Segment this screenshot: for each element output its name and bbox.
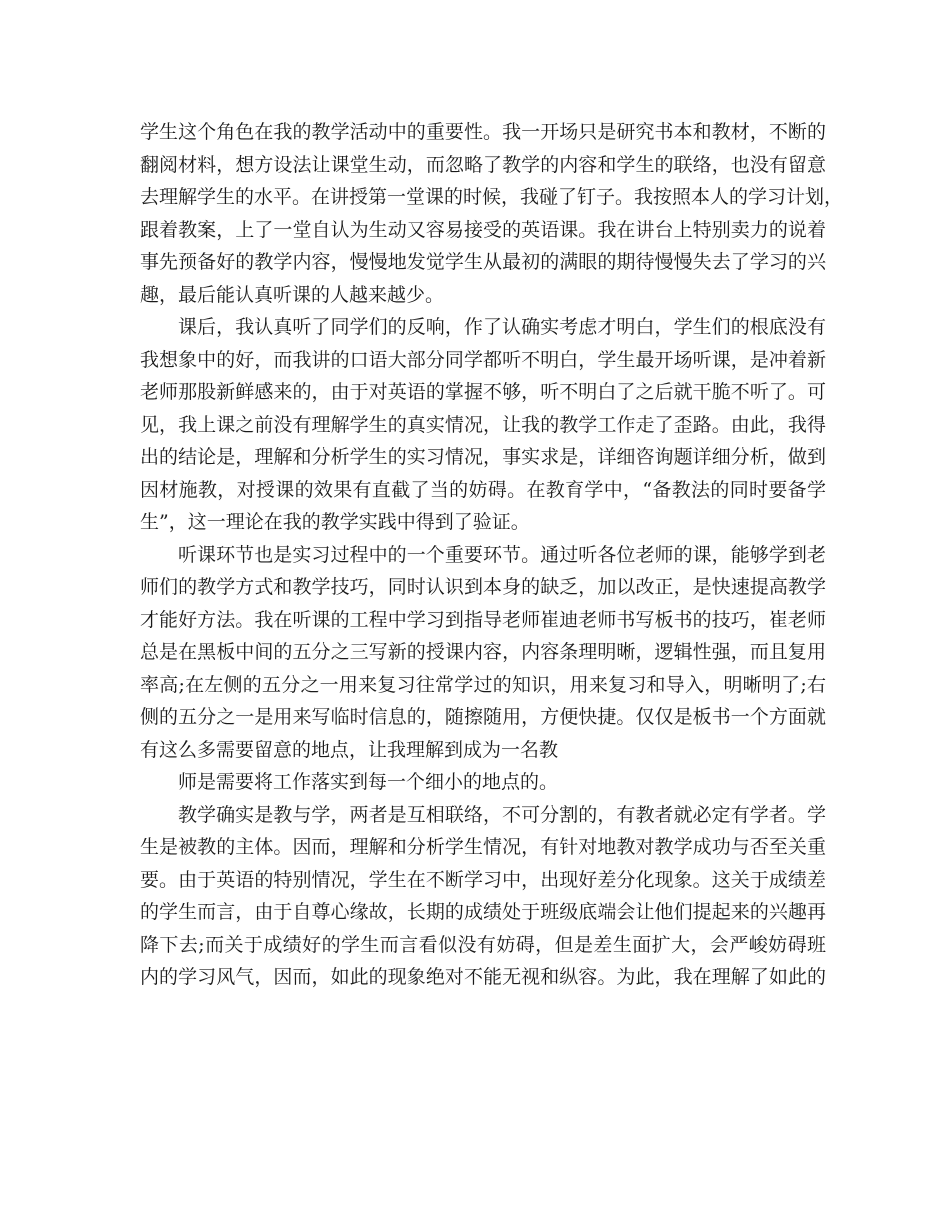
- text-line: 趣，最后能认真听课的人越来越少。: [140, 283, 445, 306]
- body-text: [140, 116, 844, 994]
- text-line: 见，我上课之前没有理解学生的真实情况，让我的教学工作走了歪路。由此，我得: [140, 413, 826, 436]
- paragraph-start-line: 教学确实是教与学，两者是互相联络，不可分割的，有教者就必定有学者。学: [178, 803, 826, 826]
- text-line: 降下去;而关于成绩好的学生而言看似没有妨碍，但是差生面扩大，会严峻妨碍班: [140, 933, 826, 956]
- text-line: 师们的教学方式和教学技巧，同时认识到本身的缺乏，加以改正，是快速提高教学: [140, 576, 826, 598]
- paragraph-start-line: 听课环节也是实习过程中的一个重要环节。通过听各位老师的课，能够学到老: [178, 543, 826, 566]
- text-line: 出的结论是，理解和分析学生的实习情况，事实求是，详细咨询题详细分析，做到: [140, 446, 826, 468]
- text-line: 总是在黑板中间的五分之三写新的授课内容，内容条理明晰，逻辑性强，而且复用: [140, 641, 826, 663]
- text-line: 要。由于英语的特别情况，学生在不断学习中，出现好差分化现象。这关于成绩差: [140, 868, 826, 891]
- text-line: 老师那股新鲜感来的，由于对英语的掌握不够，听不明白了之后就干脆不听了。可: [140, 381, 826, 403]
- text-line: 去理解学生的水平。在讲授第一堂课的时候，我碰了钉子。我按照本人的学习计划，: [140, 186, 844, 208]
- text-line: 因材施教，对授课的效果有直截了当的妨碍。在教育学中，“备教法的同时要备学: [140, 478, 826, 501]
- text-line: 事先预备好的教学内容，慢慢地发觉学生从最初的满眼的期待慢慢失去了学习的兴: [140, 251, 826, 273]
- text-line: 有这么多需要留意的地点，让我理解到成为一名教: [140, 738, 559, 761]
- text-line: 的学生而言，由于自尊心缘故，长期的成绩处于班级底端会让他们提起来的兴趣再: [140, 901, 826, 923]
- text-line: 内的学习风气，因而，如此的现象绝对不能无视和纵容。为此，我在理解了如此的: [140, 966, 826, 988]
- text-line: 生是被教的主体。因而，理解和分析学生情况，有针对地教对教学成功与否至关重: [140, 836, 826, 858]
- text-line: 侧的五分之一是用来写临时信息的，随擦随用，方便快捷。仅仅是板书一个方面就: [140, 706, 826, 728]
- text-line: 率高;在左侧的五分之一用来复习往常学过的知识，用来复习和导入，明晰明了;右: [140, 673, 826, 696]
- text-line: 学生这个角色在我的教学活动中的重要性。我一开场只是研究书本和教材，不断的: [140, 121, 826, 143]
- text-line: 翻阅材料，想方设法让课堂生动，而忽略了教学的内容和学生的联络，也没有留意: [140, 153, 826, 176]
- paragraph-start-line: 师是需要将工作落实到每一个细小的地点的。: [178, 771, 559, 793]
- text-line: 我想象中的好，而我讲的口语大部分同学都听不明白，学生最开场听课，是冲着新: [140, 348, 826, 371]
- paragraph-start-line: 课后，我认真听了同学们的反响，作了认确实考虑才明白，学生们的根底没有: [178, 316, 826, 338]
- text-line: 才能好方法。我在听课的工程中学习到指导老师崔迪老师书写板书的技巧，崔老师: [140, 608, 826, 631]
- text-line: 生”，这一理论在我的教学实践中得到了验证。: [140, 511, 530, 533]
- text-line: 跟着教案，上了一堂自认为生动又容易接受的英语课。我在讲台上特别卖力的说着: [140, 218, 826, 241]
